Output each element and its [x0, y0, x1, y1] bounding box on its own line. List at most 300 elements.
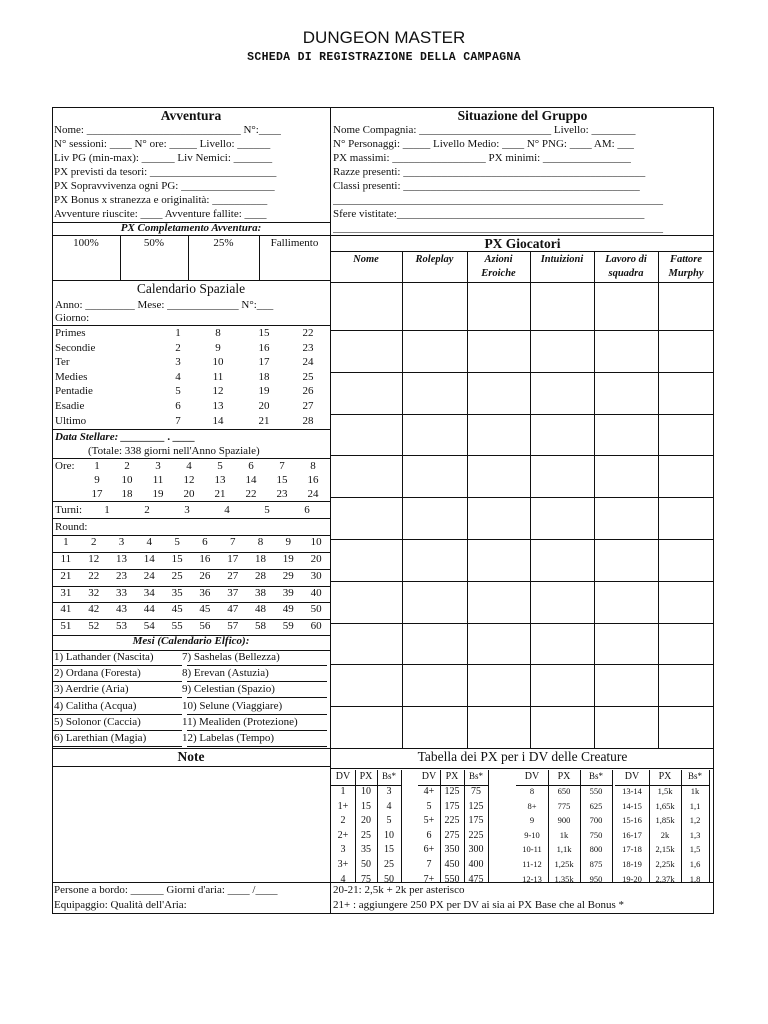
xp-cell: 3: [386, 786, 392, 797]
day-number: 19: [258, 385, 270, 398]
round-number: 10: [310, 536, 322, 548]
xp-header: DV: [524, 771, 540, 782]
vertical-rule: [120, 235, 121, 280]
avventura-field: Liv PG (min-max): ______ Liv Nemici: _______: [54, 152, 273, 164]
xp-cell: 14-15: [622, 800, 642, 811]
day-number: 26: [302, 385, 314, 398]
completamento-col: 100%: [73, 237, 99, 249]
avventura-heading: Avventura: [160, 108, 222, 123]
xp-cell: 650: [557, 786, 571, 796]
xp-header: PX: [557, 771, 571, 782]
day-name: Medies: [55, 370, 88, 383]
hour-number: 16: [307, 474, 319, 486]
hour-number: 2: [124, 460, 130, 472]
day-number: 20: [258, 400, 270, 412]
round-number: 8: [257, 536, 264, 548]
xp-cell: 3+: [337, 859, 349, 870]
vertical-rule: [709, 770, 710, 882]
round-number: 17: [227, 553, 239, 565]
horizontal-rule: [52, 535, 330, 536]
px-completamento-label: PX Completamento Avventura:: [120, 222, 262, 234]
round-number: 51: [60, 620, 72, 632]
tabella-note-1: 20-21: 2,5k + 2k per asterisco: [333, 884, 465, 896]
xp-header: DV: [421, 771, 437, 782]
xp-cell: 475: [468, 873, 484, 885]
equipaggio: Equipaggio: Qualità dell'Aria:: [54, 899, 187, 911]
gruppo-field: Razze presenti: ____________________________________________: [333, 166, 646, 178]
round-number: 3: [118, 536, 125, 548]
gruppo-field: Classi presenti: ___________________________________________: [333, 180, 640, 192]
vertical-rule: [658, 251, 659, 748]
xp-cell: 2+: [337, 829, 349, 841]
xp-cell: 550: [444, 873, 460, 885]
xp-cell: 50: [361, 859, 371, 870]
avventura-field: PX Sopravvivenza ogni PG: _________________: [54, 180, 275, 192]
day-name: Esadie: [55, 400, 85, 412]
hour-number: 5: [217, 460, 223, 472]
persone-a-bordo: Persone a bordo: ______ Giorni d'aria: ____ /____: [54, 884, 278, 896]
hour-number: 3: [155, 460, 161, 472]
round-number: 15: [171, 553, 183, 565]
xp-cell: 18-19: [622, 859, 642, 869]
vertical-rule: [467, 251, 468, 748]
xp-cell: 50: [384, 873, 394, 885]
round-number: 26: [199, 570, 211, 582]
round-number: 23: [115, 570, 127, 582]
xp-cell: 4: [386, 800, 392, 812]
day-name: Ter: [55, 356, 70, 369]
xp-cell: 5: [386, 815, 392, 827]
vertical-rule: [402, 251, 403, 748]
xp-cell: 5+: [423, 815, 435, 827]
horizontal-rule: [331, 785, 401, 786]
mese-item: 1) Lathander (Nascita): [54, 651, 154, 663]
hour-number: 9: [94, 474, 100, 486]
xp-cell: 175: [444, 800, 460, 812]
vertical-rule: [594, 251, 595, 748]
mese-item: 9) Celestian (Spazio): [182, 683, 275, 696]
horizontal-rule: [187, 730, 327, 731]
avventura-field: PX previsti da tesori: _______________________: [54, 166, 277, 178]
horizontal-rule: [52, 619, 330, 620]
horizontal-rule: [615, 785, 709, 786]
px-giocatori-col: Nome: [353, 254, 379, 265]
horizontal-rule: [330, 539, 714, 540]
xp-cell: 10-11: [522, 844, 542, 855]
xp-header: PX: [658, 771, 672, 782]
horizontal-rule: [330, 581, 714, 582]
day-number: 27: [302, 400, 314, 412]
horizontal-rule: [330, 330, 714, 331]
xp-cell: 9: [529, 815, 535, 826]
hour-number: 12: [183, 474, 195, 486]
horizontal-rule: [52, 586, 330, 587]
day-number: 22: [302, 327, 314, 339]
xp-cell: 1,3: [689, 829, 701, 840]
day-number: 5: [175, 385, 181, 398]
xp-cell: 1,35k: [554, 873, 574, 884]
round-number: 2: [90, 536, 97, 548]
round-number: 50: [310, 603, 322, 615]
round-number: 24: [143, 570, 155, 582]
xp-header: Bs*: [381, 771, 396, 781]
horizontal-rule: [330, 623, 714, 624]
xp-cell: 625: [589, 800, 603, 811]
round-number: 55: [171, 620, 183, 632]
xp-cell: 400: [468, 859, 484, 870]
horizontal-rule: [330, 455, 714, 456]
completamento-col: 50%: [143, 237, 165, 249]
xp-cell: 6: [426, 829, 432, 841]
xp-cell: 3: [340, 844, 346, 856]
mese-item: 3) Aerdrie (Aria): [54, 683, 129, 696]
xp-cell: 75: [361, 873, 371, 885]
day-number: 14: [212, 414, 224, 427]
xp-cell: 15: [361, 800, 371, 812]
vertical-rule: [377, 770, 378, 882]
vertical-rule: [355, 770, 356, 882]
day-number: 12: [212, 385, 224, 398]
turn-number: 5: [264, 504, 270, 516]
round-number: 4: [146, 536, 153, 548]
vertical-rule: [259, 235, 260, 280]
turn-number: 6: [304, 504, 310, 516]
round-number: 16: [199, 553, 211, 565]
xp-cell: 4+: [423, 786, 435, 797]
xp-cell: 7+: [423, 873, 435, 885]
xp-header: Bs*: [588, 771, 603, 781]
hour-number: 6: [248, 460, 254, 472]
xp-cell: 19-20: [622, 873, 642, 884]
vertical-rule: [440, 770, 441, 882]
horizontal-rule: [52, 730, 182, 731]
giorno-label: Giorno:: [55, 312, 90, 324]
gruppo-field: N° Personaggi: _____ Livello Medio: ____ N° PNG: ____ AM: ___: [333, 138, 634, 150]
gruppo-field: Sfere vistitate:_____________________________________________: [333, 208, 645, 220]
horizontal-rule: [330, 664, 714, 665]
xp-cell: 16-17: [622, 829, 642, 840]
horizontal-rule: [187, 665, 327, 666]
turn-number: 1: [104, 504, 110, 516]
horizontal-rule: [52, 681, 182, 682]
day-number: 1: [175, 327, 181, 339]
day-number: 7: [175, 414, 181, 427]
xp-cell: 900: [557, 815, 571, 826]
mese-item: 2) Ordana (Foresta): [54, 667, 141, 680]
gruppo-field: Nome Compagnia: ________________________ Livello: ________: [333, 124, 636, 136]
xp-cell: 13-14: [622, 786, 642, 796]
xp-cell: 25: [384, 859, 394, 870]
xp-header: Bs*: [687, 771, 702, 781]
xp-cell: 2: [340, 815, 346, 827]
round-number: 13: [115, 553, 127, 565]
vertical-rule: [580, 770, 581, 882]
round-label: Round:: [55, 521, 88, 533]
hour-number: 17: [91, 488, 103, 500]
day-number: 15: [258, 327, 270, 339]
day-number: 6: [175, 400, 181, 412]
mesi-heading: Mesi (Calendario Elfico):: [132, 635, 250, 647]
horizontal-rule: [516, 785, 612, 786]
xp-cell: 1k: [559, 829, 569, 840]
round-number: 6: [202, 536, 208, 548]
hour-number: 1: [94, 460, 100, 472]
xp-header: Bs*: [468, 771, 483, 781]
vertical-rule: [530, 251, 531, 748]
vertical-rule: [464, 770, 465, 882]
xp-cell: 1,6: [689, 859, 701, 869]
day-number: 4: [175, 370, 181, 383]
xp-cell: 350: [444, 844, 460, 856]
horizontal-rule: [187, 714, 327, 715]
mese-item: 7) Sashelas (Bellezza): [182, 651, 280, 663]
xp-cell: 9-10: [524, 829, 540, 840]
hour-number: 23: [276, 488, 288, 500]
mese-item: 8) Erevan (Astuzia): [182, 667, 269, 680]
xp-cell: 125: [444, 786, 460, 797]
round-number: 52: [88, 620, 100, 632]
round-number: 7: [229, 536, 236, 548]
round-number: 48: [254, 603, 266, 615]
horizontal-rule: [52, 697, 182, 698]
xp-cell: 8: [529, 786, 535, 796]
round-number: 57: [227, 620, 239, 632]
xp-cell: 15-16: [622, 815, 642, 826]
avventura-field: Nome: ____________________________ N°:____: [54, 124, 281, 136]
avventura-field: N° sessioni: ____ N° ore: _____ Livello: ______: [54, 138, 271, 150]
round-number: 9: [285, 536, 292, 548]
horizontal-rule: [52, 602, 330, 603]
xp-cell: 17-18: [622, 844, 642, 855]
xp-cell: 1k: [690, 786, 700, 796]
turni-label: Turni:: [55, 504, 83, 516]
xp-cell: 2k: [660, 829, 670, 840]
horizontal-rule: [330, 706, 714, 707]
vertical-rule: [681, 770, 682, 882]
px-giocatori-col: Fattore Murphy: [668, 254, 704, 279]
round-number: 59: [282, 620, 294, 632]
xp-cell: 75: [471, 786, 481, 797]
round-number: 25: [171, 570, 183, 582]
horizontal-rule: [187, 697, 327, 698]
note-heading: Note: [177, 749, 205, 764]
day-name: Ultimo: [55, 414, 87, 427]
day-number: 17: [258, 356, 270, 369]
day-name: Secondie: [55, 341, 96, 354]
xp-cell: 1,1: [689, 800, 701, 811]
horizontal-rule: [418, 785, 488, 786]
completamento-col: 25%: [213, 237, 234, 249]
hour-number: 8: [310, 460, 316, 472]
xp-cell: 15: [384, 844, 394, 856]
round-number: 28: [254, 570, 266, 582]
xp-cell: 1,5k: [657, 786, 673, 796]
xp-header: DV: [624, 771, 640, 782]
xp-cell: 450: [444, 859, 460, 870]
xp-cell: 1+: [337, 800, 349, 812]
xp-cell: 950: [589, 873, 603, 884]
hour-number: 20: [183, 488, 195, 500]
round-number: 12: [88, 553, 100, 565]
round-number: 22: [88, 570, 100, 582]
data-stellare: Data Stellare: ________ . ____: [55, 431, 196, 443]
round-number: 41: [60, 603, 72, 615]
round-number: 31: [60, 587, 72, 599]
xp-cell: 10: [361, 786, 371, 797]
round-number: 42: [88, 603, 100, 615]
mese-item: 6) Larethian (Magia): [54, 732, 147, 744]
horizontal-rule: [187, 681, 327, 682]
round-number: 21: [60, 570, 72, 582]
round-number: 39: [282, 587, 294, 599]
mese-item: 4) Calitha (Acqua): [54, 699, 137, 712]
mese-item: 12) Labelas (Tempo): [182, 732, 275, 744]
round-number: 60: [310, 620, 322, 632]
round-number: 18: [254, 553, 266, 565]
round-number: 40: [310, 587, 322, 599]
day-number: 21: [258, 414, 270, 427]
xp-header: PX: [359, 771, 373, 782]
round-number: 1: [63, 536, 69, 548]
xp-cell: 12-13: [522, 873, 542, 884]
round-number: 53: [115, 620, 127, 632]
anno-line: Anno: _________ Mese: _____________ N°:___: [55, 299, 274, 311]
day-number: 25: [302, 370, 314, 383]
xp-cell: 1,25k: [554, 859, 574, 869]
gruppo-field: ____________________________________________________________: [333, 222, 663, 234]
avventura-field: PX Bonus x stranezza e originalità: __________: [54, 194, 268, 206]
xp-header: DV: [335, 771, 351, 782]
px-giocatori-col: Azioni Eroiche: [481, 254, 516, 279]
xp-cell: 2,25k: [655, 859, 675, 869]
xp-cell: 1,5: [689, 844, 701, 855]
round-number: 27: [227, 570, 239, 582]
px-giocatori-col: Roleplay: [415, 254, 454, 265]
round-number: 20: [310, 553, 322, 565]
day-number: 2: [175, 341, 181, 354]
day-number: 18: [258, 370, 270, 383]
round-number: 37: [227, 587, 239, 599]
xp-cell: 300: [468, 844, 484, 856]
day-number: 10: [212, 356, 224, 369]
day-number: 16: [258, 341, 270, 354]
horizontal-rule: [52, 714, 182, 715]
horizontal-rule: [330, 414, 714, 415]
tabella-note-2: 21+ : aggiungere 250 PX per DV ai sia ai PX Base che al Bonus *: [333, 899, 625, 911]
day-number: 11: [212, 370, 224, 383]
turn-number: 2: [144, 504, 150, 516]
hour-number: 22: [245, 488, 257, 500]
round-number: 38: [254, 587, 266, 599]
px-giocatori-col: Lavoro di squadra: [605, 254, 647, 279]
xp-cell: 225: [468, 829, 484, 841]
mese-item: 10) Selune (Viaggiare): [182, 699, 283, 712]
xp-cell: 550: [589, 786, 603, 796]
hour-number: 21: [214, 488, 226, 500]
xp-cell: 175: [468, 815, 484, 827]
hour-number: 18: [121, 488, 133, 500]
xp-cell: 7: [426, 859, 432, 870]
round-number: 58: [254, 620, 266, 632]
gruppo-heading: Situazione del Gruppo: [457, 108, 588, 123]
day-name: Primes: [55, 327, 86, 339]
vertical-rule: [488, 770, 489, 882]
xp-cell: 35: [361, 844, 371, 856]
round-number: 30: [310, 570, 322, 582]
round-number: 33: [115, 587, 127, 599]
xp-cell: 700: [589, 815, 603, 826]
turn-number: 4: [224, 504, 230, 516]
round-number: 54: [143, 620, 155, 632]
xp-cell: 6+: [423, 844, 435, 856]
round-number: 32: [88, 587, 100, 599]
horizontal-rule: [187, 746, 327, 747]
tabella-px-heading: Tabella dei PX per i DV delle Creature: [417, 749, 628, 764]
round-number: 5: [174, 536, 180, 548]
day-number: 28: [302, 414, 314, 427]
round-number: 45: [171, 603, 183, 615]
xp-cell: 5: [426, 800, 432, 812]
xp-cell: 1,8: [689, 873, 701, 884]
vertical-rule: [188, 235, 189, 280]
turn-number: 3: [184, 504, 190, 516]
mese-item: 5) Solonor (Caccia): [54, 715, 141, 728]
day-number: 8: [215, 327, 221, 339]
hour-number: 24: [307, 488, 319, 500]
totale-anno: (Totale: 338 giorni nell'Anno Spaziale): [88, 445, 260, 457]
vertical-rule: [401, 770, 402, 882]
horizontal-rule: [52, 552, 330, 553]
xp-cell: 8+: [527, 800, 537, 811]
hour-number: 7: [279, 460, 285, 472]
xp-cell: 11-12: [522, 859, 542, 869]
round-number: 14: [143, 553, 155, 565]
round-number: 43: [115, 603, 127, 615]
horizontal-rule: [52, 746, 182, 747]
gruppo-field: ____________________________________________________________: [333, 194, 663, 206]
day-number: 3: [175, 356, 181, 369]
hour-number: 13: [214, 474, 226, 486]
xp-cell: 2,15k: [655, 844, 675, 855]
xp-cell: 775: [557, 800, 571, 811]
round-number: 56: [199, 620, 211, 632]
xp-cell: 275: [444, 829, 460, 841]
page-subtitle: SCHEDA DI REGISTRAZIONE DELLA CAMPAGNA: [247, 51, 521, 64]
horizontal-rule: [52, 569, 330, 570]
horizontal-rule: [52, 665, 182, 666]
xp-cell: 225: [444, 815, 460, 827]
day-number: 24: [302, 356, 314, 369]
vertical-rule: [612, 770, 613, 882]
horizontal-rule: [330, 372, 714, 373]
xp-cell: 25: [361, 829, 371, 841]
day-number: 9: [215, 341, 221, 354]
hour-number: 10: [121, 474, 133, 486]
xp-cell: 10: [384, 829, 394, 841]
px-giocatori-col: Intuizioni: [540, 254, 584, 265]
horizontal-rule: [52, 650, 330, 651]
day-number: 23: [302, 341, 314, 354]
round-number: 36: [199, 587, 211, 599]
vertical-rule: [548, 770, 549, 882]
mese-item: 11) Mealiden (Protezione): [182, 715, 298, 728]
round-number: 29: [282, 570, 294, 582]
xp-cell: 1,65k: [655, 800, 675, 811]
xp-cell: 1,2: [689, 815, 701, 826]
hour-number: 19: [152, 488, 164, 500]
xp-cell: 20: [361, 815, 371, 827]
completamento-col: Fallimento: [270, 237, 319, 249]
